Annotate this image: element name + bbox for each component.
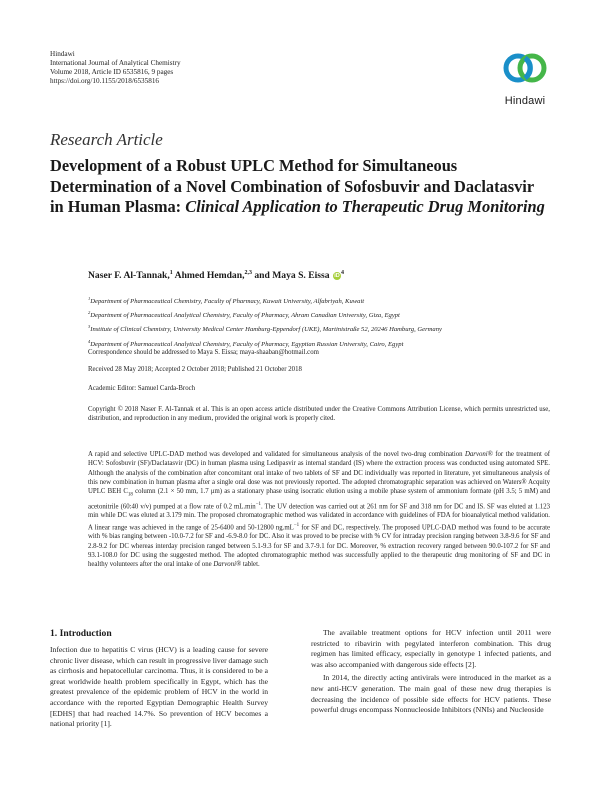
- paper-title: [50, 156, 550, 218]
- author-name: Naser F. Al-Tannak,: [88, 270, 170, 282]
- abstract-superscript: −1: [293, 522, 300, 528]
- intro-left-column: Infection due to hepatitis C virus (HCV) is a leading cause for severe chronic liver disease, which can result in progressive liver damage such as cirrhosis and hepatocellular carcinoma. Thus, it is considered to be a great worldwide health problem specifically in Egypt, which has the greatest prevalence of the epidemic problem of HCV in the world in accordance with the reported Egyptian Demographic Health Survey [EDHS] that had reached 14.7%. So prevention of HCV becomes a national priority [1].: [50, 645, 268, 729]
- affiliation-text: Department of Pharmaceutical Analytical Chemistry, Faculty of Pharmacy, Ahram Canadian University, Giza, Egypt: [90, 312, 400, 320]
- affiliation-sup: 3: [88, 324, 91, 330]
- copyright-notice: Copyright © 2018 Naser F. Al-Tannak et al. This is an open access article distributed under the Creative Commons Attribution License, which permits unrestricted use, distribution, and reproduction in any medium, provided the original work is properly cited.: [88, 406, 550, 423]
- author-sup: 1: [169, 270, 173, 276]
- dates: Received 28 May 2018; Accepted 2 October 2018; Published 21 October 2018: [88, 366, 302, 373]
- hindawi-logo-icon: [503, 48, 547, 88]
- journal-name: International Journal of Analytical Chemistry: [50, 59, 181, 67]
- correspondence: Correspondence should be addressed to Maya S. Eissa; maya-shaaban@hotmail.com: [88, 349, 319, 356]
- abstract-text: for the treatment of HCV: Sofosbuvir (SF)/Daclatasvir (DC) in human plasma using Ledipasvir as internal standard (IS) where the extraction process was conducted using automated SPE. Although the analysis of the combination after concomitant oral intake of two tablets of SF and DC individually was reported in literature, yet simultaneous analysis of this new combination in human plasma after a single oral dose was not previously reported. The adopted chromatographic separation was achieved on Waters® Acquity UPLC BEH C: [88, 451, 551, 496]
- author-name: Ahmed Hemdan,: [174, 270, 245, 282]
- abstract-text: column (2.1 × 50 mm, 1.7 μm) as a stationary phase using isocratic elution using a mobile phase system of ammonium formate (pH 3.5; 5 mM) and acetonitrile (60:40 v/v) pumped at a flow rate of 0.2 mL.min: [88, 488, 550, 511]
- author-sup: 2,3: [244, 270, 252, 276]
- abstract-text: A rapid and selective UPLC-DAD method was developed and validated for simultaneous analysis of the novel two-drug combination: [88, 451, 463, 458]
- abstract: [88, 450, 550, 569]
- affiliation-text: Department of Pharmaceutical Analytical Chemistry, Faculty of Pharmacy, Egyptian Russian University, Cairo, Egypt: [90, 340, 404, 348]
- affiliation-item: [88, 293, 548, 307]
- abstract-superscript: −1: [255, 501, 262, 507]
- title-italic: Clinical Application to Therapeutic Drug Monitoring: [185, 197, 545, 216]
- publisher-name: Hindawi: [50, 50, 75, 58]
- section-heading-introduction: 1. Introduction: [50, 628, 112, 639]
- abstract-drug-name: Darvoni®: [465, 451, 493, 458]
- affiliation-sup: 2: [88, 310, 91, 316]
- affiliation-text: Institute of Clinical Chemistry, University Medical Center Hamburg-Eppendorf (UKE), Martinistraße 52, 20246 Hamburg, Germany: [90, 326, 442, 334]
- title-main: Development of a Robust UPLC Method for Simultaneous Determination of a Novel Combination of Sofosbuvir and Daclatasvir in Human Plasma:: [50, 156, 534, 216]
- author-sup: 4: [340, 270, 344, 276]
- abstract-text: . The UV detection was carried out at 261 nm for SF and 318 nm for DC and IS. SF was eluted at 1.123 min while DC was eluted at 3.179 min. The proposed chromatographic method was validated in accordance with guidelines of FDA for bioanalytical method validation. A linear range was achieved in the range of 25-6400 and 50-12800 ng.mL: [88, 503, 550, 531]
- abstract-text: for SF and DC, respectively. The proposed UPLC-DAD method was found to be accurate with % bias ranging between -10.0-7.2 for SF and -6.9-8.0 for DC. Also it was proved to be precise with % CV for intraday precision ranging between 3.8-9.6 for SF and 2.8-9.2 for DC whereas interday precision ranged between 5.1-9.3 for SF and 3.7-9.1 for DC. Moreover, % extraction recovery ranged between 90.0-107.2 for SF and 93.1-108.0 for DC using the suggested method. The adopted chromatographic method was successfully applied to the therapeutic drug monitoring of SF and DC in healthy volunteers after the oral intake of one: [88, 523, 551, 569]
- author-list: [88, 270, 344, 281]
- affiliations: [88, 293, 548, 350]
- affiliation-item: [88, 336, 548, 350]
- author-name: and Maya S. Eissa: [254, 270, 330, 282]
- intro-paragraph: In 2014, the directly acting antivirals were introduced in the market as a new anti-HCV generation. The main goal of these new drug therapies is decreasing the incidence of possible side effects for HCV patients. These powerful drugs encompass Nonnucleoside Inhibitors (NNIs) and Nucleoside: [311, 673, 551, 715]
- intro-right-column: [311, 628, 551, 716]
- affiliation-sup: 4: [88, 338, 91, 344]
- abstract-subscript: 18: [127, 492, 133, 498]
- orcid-icon[interactable]: iD: [334, 273, 340, 280]
- hindawi-logo: [497, 48, 553, 108]
- journal-header: [50, 50, 181, 86]
- volume-line: Volume 2018, Article ID 6535816, 9 pages: [50, 68, 174, 76]
- affiliation-item: [88, 307, 548, 321]
- article-type: Research Article: [50, 130, 163, 149]
- affiliation-item: [88, 321, 548, 335]
- affiliation-sup: 1: [88, 296, 91, 301]
- abstract-text: tablet.: [242, 561, 260, 569]
- abstract-drug-name: Darvoni®: [213, 561, 242, 569]
- academic-editor: Academic Editor: Samuel Carda-Broch: [88, 385, 196, 392]
- doi-link[interactable]: https://doi.org/10.1155/2018/6535816: [50, 77, 160, 85]
- affiliation-text: Department of Pharmaceutical Chemistry, Faculty of Pharmacy, Kuwait University, Alfabriyah, Kuwait: [90, 298, 365, 306]
- intro-paragraph: The available treatment options for HCV infection until 2011 were restricted to ribavirin with pegylated interferon combination. This drug regimen has limited efficacy, especially in genotype 1 infected patients, and was also accompanied with dangerous side effects [2].: [311, 628, 551, 669]
- hindawi-logo-word: Hindawi: [504, 95, 546, 107]
